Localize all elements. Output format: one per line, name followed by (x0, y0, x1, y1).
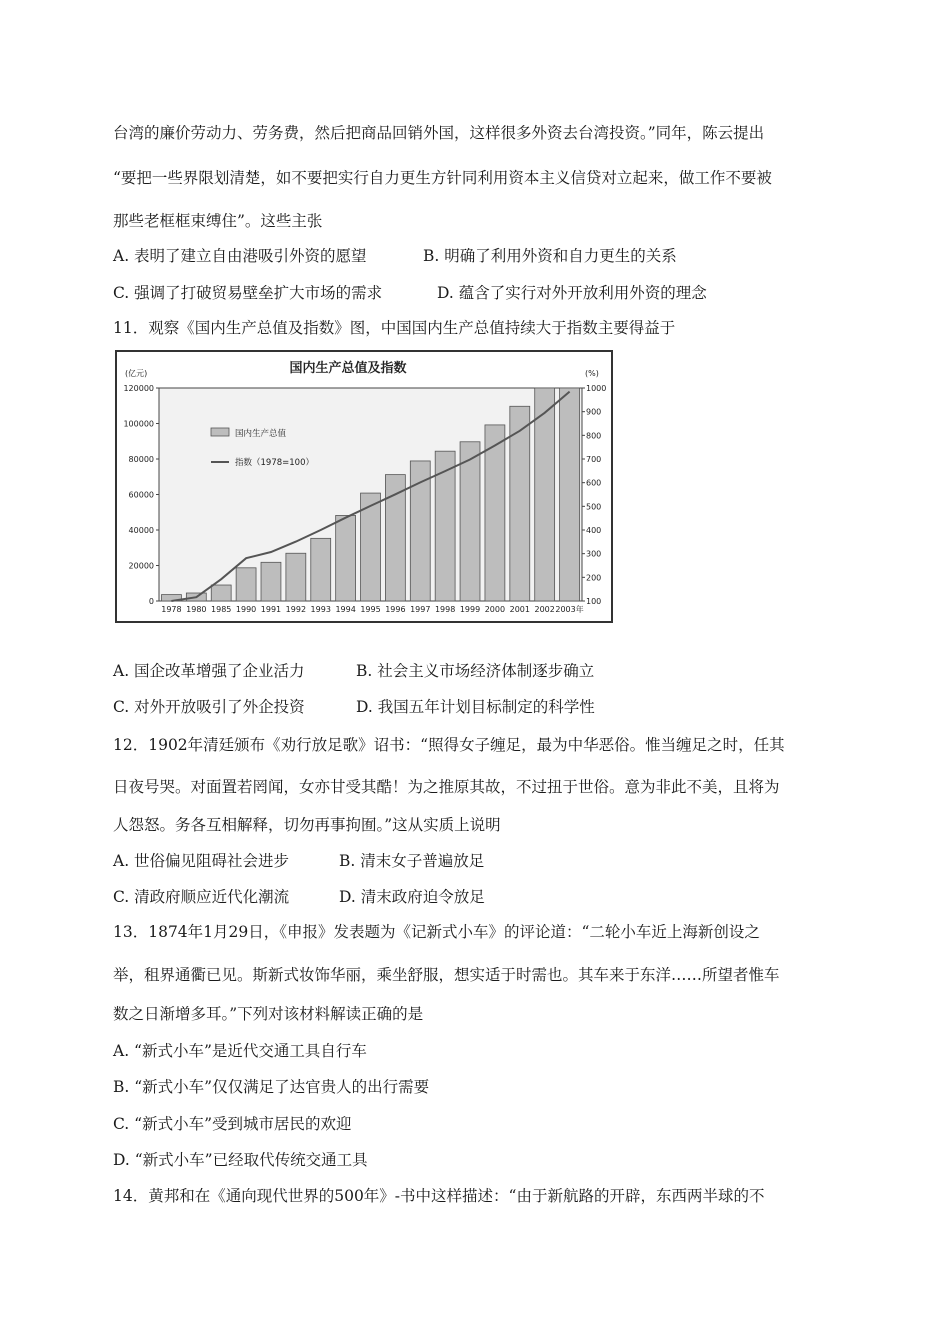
x-tick-label: 2001 (509, 605, 530, 614)
q13-text-line-2: 举，租界通衢已见。斯新式妆饰华丽，乘坐舒服，想实适于时需也。其车来于东洋……所望者惟车 (113, 966, 780, 984)
x-tick-label: 1998 (434, 605, 456, 614)
q10-option-a[interactable]: A. 表明了建立自由港吸引外资的愿望 (113, 247, 367, 265)
gdp-bar (336, 515, 356, 601)
q10-option-c[interactable]: C. 强调了打破贸易壁垒扩大市场的需求 (113, 284, 383, 302)
left-tick-label: 40000 (128, 526, 154, 535)
x-tick-label: 1980 (186, 605, 207, 614)
gdp-bar (261, 562, 281, 601)
x-tick-label: 1990 (235, 605, 257, 614)
q10-options-row-2 (113, 283, 707, 303)
left-tick-label: 120000 (123, 384, 154, 393)
q12-options-row-2 (113, 887, 485, 907)
legend-bar-label: 国内生产总值 (235, 429, 287, 439)
x-tick-label: 1991 (260, 605, 282, 614)
legend-line-label: 指数（1978=100） (235, 458, 314, 468)
left-tick-label: 100000 (123, 419, 154, 429)
q12-text-line-3: 人怨怒。务各互相解释，切勿再事拘囿。”这从实质上说明 (113, 816, 501, 834)
right-tick-label: 200 (586, 573, 602, 583)
right-tick-label: 500 (586, 502, 602, 512)
q12-option-a[interactable]: A. 世俗偏见阻碍社会进步 (113, 852, 290, 870)
gdp-bar (211, 585, 231, 601)
q13-option-a[interactable]: A. “新式小车”是近代交通工具自行车 (113, 1042, 367, 1060)
q12-options-row-1 (113, 851, 484, 871)
gdp-bar (311, 538, 331, 601)
q10-options-row-1 (113, 246, 677, 266)
left-tick-label: 20000 (128, 561, 154, 571)
x-tick-label: 1994 (335, 605, 356, 614)
right-tick-label: 300 (586, 549, 602, 559)
x-tick-label: 1999 (459, 605, 481, 614)
q11-options-row-1 (113, 661, 594, 681)
right-tick-label: 800 (586, 431, 602, 441)
right-tick-label: 900 (586, 407, 602, 417)
q14-text-line-1: 14．黄邦和在《通向现代世界的500年》-书中这样描述：“由于新航路的开辟，东西两半球的不 (113, 1187, 765, 1205)
q12-option-d[interactable]: D. 清末政府迫令放足 (339, 888, 485, 906)
q11-option-d[interactable]: D. 我国五年计划目标制定的科学性 (356, 698, 595, 716)
q12-option-c[interactable]: C. 清政府顺应近代化潮流 (113, 888, 290, 906)
left-tick-label: 80000 (128, 455, 154, 464)
q11-option-a[interactable]: A. 国企改革增强了企业活力 (113, 662, 305, 680)
right-tick-label: 100 (586, 597, 602, 606)
q13-option-c[interactable]: C. “新式小车”受到城市居民的欢迎 (113, 1115, 352, 1133)
left-tick-label: 60000 (128, 490, 154, 500)
chart-title: 国内生产总值及指数 (289, 361, 407, 376)
x-tick-label: 2003年 (555, 605, 584, 614)
q12-text-line-2: 日夜号哭。对面置若罔闻，女亦甘受其酷！为之推原其故，不过扭于世俗。意为非此不美，且将为 (113, 778, 780, 796)
q12-option-b[interactable]: B. 清末女子普遍放足 (339, 852, 485, 870)
q10-option-b[interactable]: B. 明确了利用外资和自力更生的关系 (423, 247, 677, 265)
x-tick-label: 1992 (285, 605, 307, 614)
x-tick-label: 1978 (161, 605, 182, 614)
right-tick-label: 600 (586, 478, 602, 488)
right-tick-label: 700 (586, 455, 602, 464)
q13-option-d[interactable]: D. “新式小车”已经取代传统交通工具 (113, 1151, 368, 1169)
q10-text-line-3: 那些老框框束缚住”。这些主张 (113, 212, 323, 230)
q13-text-line-1: 13．1874年1月29日，《申报》发表题为《记新式小车》的评论道：“二轮小车近上海新创设之 (113, 923, 760, 941)
left-tick-label: 0 (148, 597, 154, 606)
left-axis-unit: (亿元) (125, 369, 148, 378)
q13-option-b[interactable]: B. “新式小车”仅仅满足了达官贵人的出行需要 (113, 1078, 430, 1096)
x-tick-label: 1993 (310, 605, 331, 614)
q10-option-d[interactable]: D. 蕴含了实行对外开放利用外资的理念 (437, 284, 707, 302)
q11-stem: 11．观察《国内生产总值及指数》图，中国国内生产总值持续大于指数主要得益于 (113, 319, 676, 337)
x-tick-label: 1996 (385, 605, 406, 614)
q13-text-line-3: 数之日渐增多耳。”下列对该材料解读正确的是 (113, 1005, 424, 1023)
gdp-bar (460, 442, 480, 601)
x-tick-label: 1995 (360, 605, 381, 614)
right-tick-label: 1000 (586, 384, 607, 393)
legend-bar-swatch (211, 428, 229, 436)
x-tick-label: 2000 (484, 605, 506, 614)
x-tick-label: 2002 (534, 605, 555, 614)
right-tick-label: 400 (586, 526, 602, 535)
right-axis-unit: (%) (585, 369, 599, 378)
x-tick-label: 1985 (211, 605, 232, 614)
gdp-bar (535, 388, 555, 601)
q11-option-c[interactable]: C. 对外开放吸引了外企投资 (113, 698, 305, 716)
gdp-chart (115, 350, 613, 623)
gdp-chart-svg (115, 350, 613, 623)
gdp-bar (286, 553, 306, 601)
q10-text-line-1: 台湾的廉价劳动力、劳务费，然后把商品回销外国，这样很多外资去台湾投资。”同年，陈云提出 (113, 124, 765, 142)
q11-option-b[interactable]: B. 社会主义市场经济体制逐步确立 (356, 662, 595, 680)
q12-text-line-1: 12．1902年清廷颁布《劝行放足歌》诏书：“照得女子缠足，最为中华恶俗。惟当缠足之时，任其 (113, 736, 785, 754)
gdp-bar (485, 425, 505, 601)
q11-options-row-2 (113, 697, 595, 717)
x-tick-label: 1997 (410, 605, 431, 614)
q10-text-line-2: “要把一些界限划清楚，如不要把实行自力更生方针同利用资本主义信贷对立起来，做工作不要被 (113, 169, 772, 187)
gdp-bar (560, 388, 580, 601)
gdp-bar (236, 568, 256, 601)
